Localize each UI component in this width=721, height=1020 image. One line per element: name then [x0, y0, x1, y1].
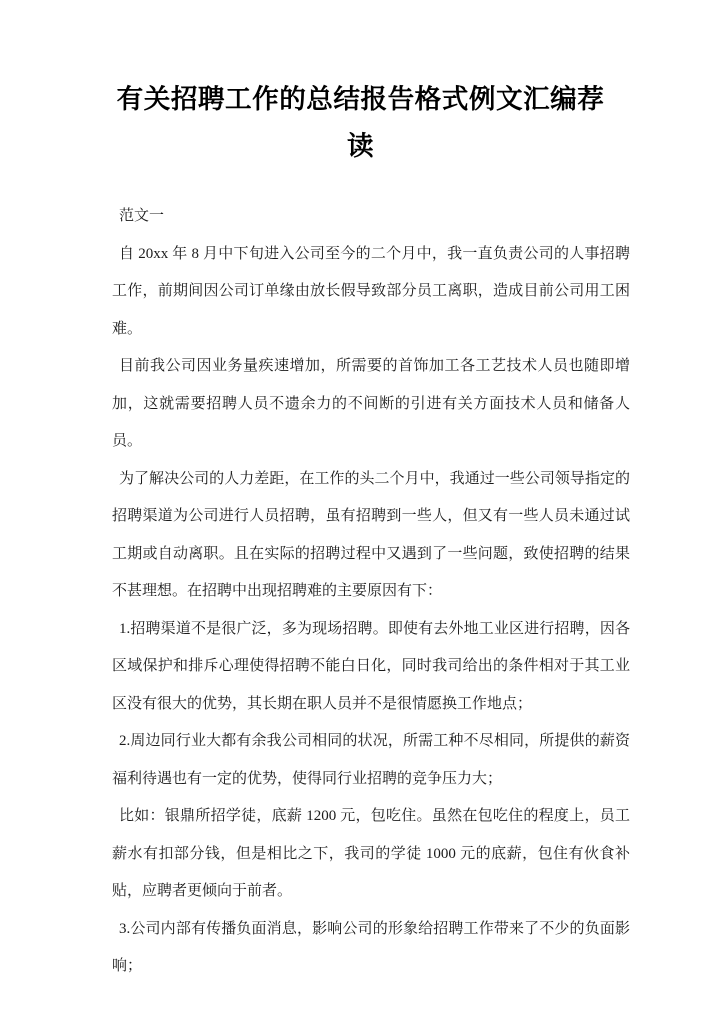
paragraph-7: 3.公司内部有传播负面消息，影响公司的形象给招聘工作带来了不少的负面影响；: [112, 920, 630, 974]
paragraph-4: 1.招聘渠道不是很广泛，多为现场招聘。即使有去外地工业区进行招聘，因各区域保护和排斥心理使得招聘不能白日化，同时我司给出的条件相对于其工业区没有很大的优势，其长期在职人员并不是很情愿换工作地点；: [112, 620, 630, 712]
paragraph-5: 2.周边同行业大都有余我公司相同的状况，所需工种不尽相同，所提供的薪资福利待遇也有一定的优势，使得同行业招聘的竞争压力大；: [112, 733, 630, 787]
document-body: [112, 198, 630, 986]
paragraph-3: 为了解决公司的人力差距，在工作的头二个月中，我通过一些公司领导指定的招聘渠道为公司进行人员招聘，虽有招聘到一些人，但又有一些人员未通过试工期或自动离职。且在实际的招聘过程中又遇到了一些问题，致使招聘的结果不甚理想。在招聘中出现招聘难的主要原因有下：: [112, 470, 630, 599]
document-title: 有关招聘工作的总结报告格式例文汇编荐读: [116, 84, 605, 161]
paragraph-2: 目前我公司因业务量疾速增加，所需要的首饰加工各工艺技术人员也随即增加，这就需要招聘人员不遗余力的不间断的引进有关方面技术人员和储备人员。: [112, 358, 630, 449]
paragraph-6: 比如：银鼎所招学徒，底薪 1200 元，包吃住。虽然在包吃住的程度上，员工薪水有扣部分钱，但是相比之下，我司的学徒 1000 元的底薪，包住有伙食补贴，应聘者更倾向于前者。: [112, 808, 630, 899]
section-label: 范文一: [119, 208, 165, 224]
paragraph-1: 自 20xx 年 8 月中下旬进入公司至今的二个月中，我一直负责公司的人事招聘工作，前期间因公司订单缘由放长假导致部分员工离职，造成目前公司用工困难。: [112, 245, 630, 337]
